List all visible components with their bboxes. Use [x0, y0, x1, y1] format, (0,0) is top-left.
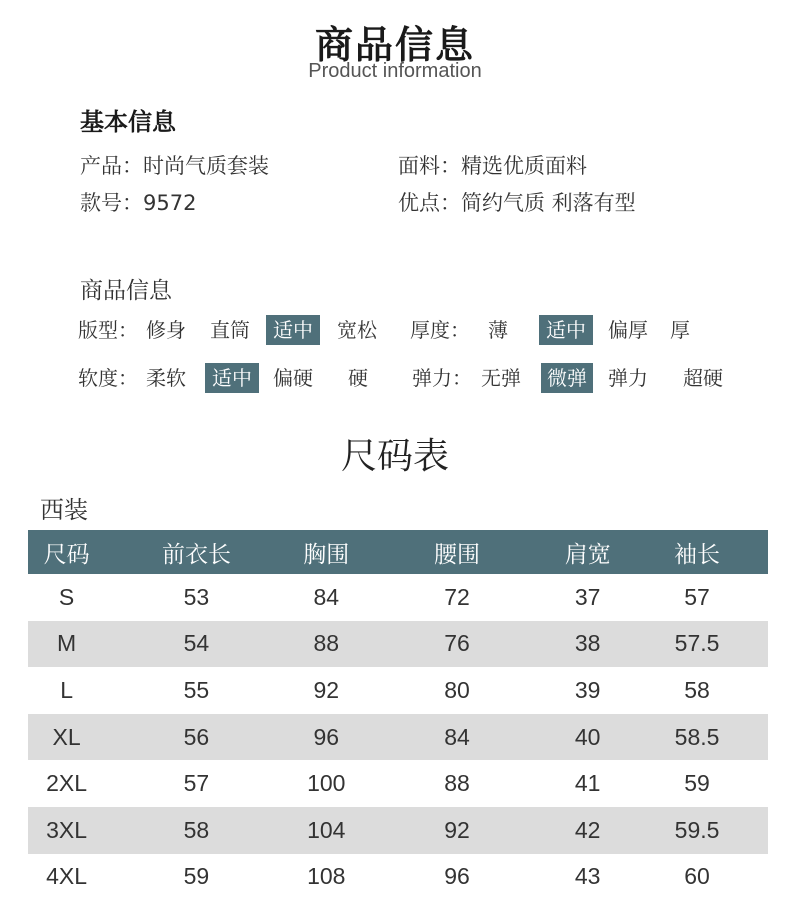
page-title: 商品信息	[314, 23, 475, 67]
softness-label: 软度：	[78, 366, 138, 390]
style-number-value: 9572	[143, 191, 197, 215]
cell-size: XL	[28, 714, 105, 761]
softness-option-medium-selected: 适中	[205, 363, 259, 393]
col-size: 尺码	[28, 530, 105, 574]
cell-waist: 72	[444, 583, 470, 610]
table-row	[28, 667, 768, 714]
style-number-row	[80, 187, 196, 217]
cell-front-length: 58	[105, 807, 288, 854]
cell-chest: 88	[288, 621, 365, 668]
table-row	[28, 714, 768, 761]
cell-shoulder: 39	[574, 676, 601, 703]
elasticity-option-super-firm: 超硬	[683, 366, 723, 390]
cell-front-length: 54	[105, 621, 288, 668]
cell-front-length: 56	[105, 714, 288, 761]
table-row	[28, 574, 768, 621]
fabric-value: 精选优质面料	[461, 154, 587, 178]
thickness-option-thick: 厚	[670, 318, 690, 342]
cell-size: 3XL	[28, 807, 105, 854]
cell-sleeve: 60	[684, 863, 710, 890]
table-row	[28, 807, 768, 854]
cell-waist: 96	[444, 863, 470, 890]
elasticity-option-slight-selected: 微弹	[541, 363, 593, 393]
cell-front-length: 55	[183, 676, 210, 703]
fit-option-loose: 宽松	[337, 318, 377, 342]
cell-waist: 84	[365, 714, 549, 761]
fit-option-slim: 修身	[146, 318, 186, 342]
cell-sleeve: 59	[684, 770, 710, 797]
product-label: 产品：	[80, 154, 143, 178]
col-waist: 腰围	[365, 530, 549, 574]
size-chart-category: 西装	[40, 496, 88, 524]
cell-chest: 96	[288, 714, 365, 761]
cell-chest: 84	[313, 583, 340, 610]
page-subtitle: Product information	[308, 60, 482, 82]
table-row	[28, 854, 768, 901]
style-number-label: 款号：	[80, 191, 143, 215]
thickness-label: 厚度：	[410, 318, 470, 342]
fit-label: 版型：	[78, 318, 138, 342]
cell-shoulder: 37	[574, 583, 601, 610]
cell-sleeve: 57.5	[626, 621, 768, 668]
cell-size: 4XL	[46, 863, 88, 890]
size-chart-title: 尺码表	[340, 436, 449, 477]
advantage-value: 简约气质 利落有型	[461, 191, 636, 215]
cell-chest: 104	[288, 807, 365, 854]
col-shoulder: 肩宽	[549, 530, 626, 574]
cell-size: M	[28, 621, 105, 668]
table-row	[28, 760, 768, 807]
size-table	[28, 530, 768, 900]
thickness-option-thin: 薄	[488, 318, 508, 342]
cell-shoulder: 40	[549, 714, 626, 761]
fit-option-straight: 直筒	[210, 318, 250, 342]
fabric-row	[398, 150, 587, 180]
product-row	[80, 150, 269, 180]
cell-chest: 108	[307, 863, 346, 890]
goods-info-heading: 商品信息	[80, 278, 172, 304]
cell-front-length: 53	[183, 583, 210, 610]
cell-waist: 76	[365, 621, 549, 668]
cell-waist: 88	[444, 770, 470, 797]
size-table-header	[28, 530, 768, 574]
cell-shoulder: 43	[574, 863, 601, 890]
cell-shoulder: 42	[549, 807, 626, 854]
elasticity-label: 弹力：	[412, 366, 472, 390]
cell-shoulder: 41	[574, 770, 601, 797]
fit-option-medium-selected: 适中	[266, 315, 320, 345]
advantage-row	[398, 187, 636, 217]
table-row	[28, 621, 768, 668]
cell-front-length: 59	[183, 863, 210, 890]
col-front-length: 前衣长	[105, 530, 288, 574]
cell-sleeve: 59.5	[626, 807, 768, 854]
cell-size: S	[58, 583, 75, 610]
thickness-option-thickish: 偏厚	[608, 318, 648, 342]
cell-waist: 80	[444, 676, 470, 703]
cell-chest: 92	[313, 676, 340, 703]
fabric-label: 面料：	[398, 154, 461, 178]
basic-info-heading: 基本信息	[80, 108, 176, 136]
cell-front-length: 57	[183, 770, 210, 797]
softness-option-firmish: 偏硬	[273, 366, 313, 390]
advantage-label: 优点：	[398, 191, 461, 215]
cell-size: 2XL	[46, 770, 88, 797]
softness-option-soft: 柔软	[146, 366, 186, 390]
cell-waist: 92	[365, 807, 549, 854]
cell-shoulder: 38	[549, 621, 626, 668]
col-sleeve: 袖长	[626, 530, 768, 574]
cell-sleeve: 58	[684, 676, 710, 703]
cell-sleeve: 58.5	[626, 714, 768, 761]
cell-sleeve: 57	[684, 583, 710, 610]
elasticity-option-none: 无弹	[481, 366, 521, 390]
elasticity-option-stretch: 弹力	[608, 366, 648, 390]
product-value: 时尚气质套装	[143, 154, 269, 178]
cell-chest: 100	[307, 770, 346, 797]
cell-size: L	[60, 676, 73, 703]
col-chest: 胸围	[288, 530, 365, 574]
softness-option-hard: 硬	[348, 366, 368, 390]
thickness-option-medium-selected: 适中	[539, 315, 593, 345]
